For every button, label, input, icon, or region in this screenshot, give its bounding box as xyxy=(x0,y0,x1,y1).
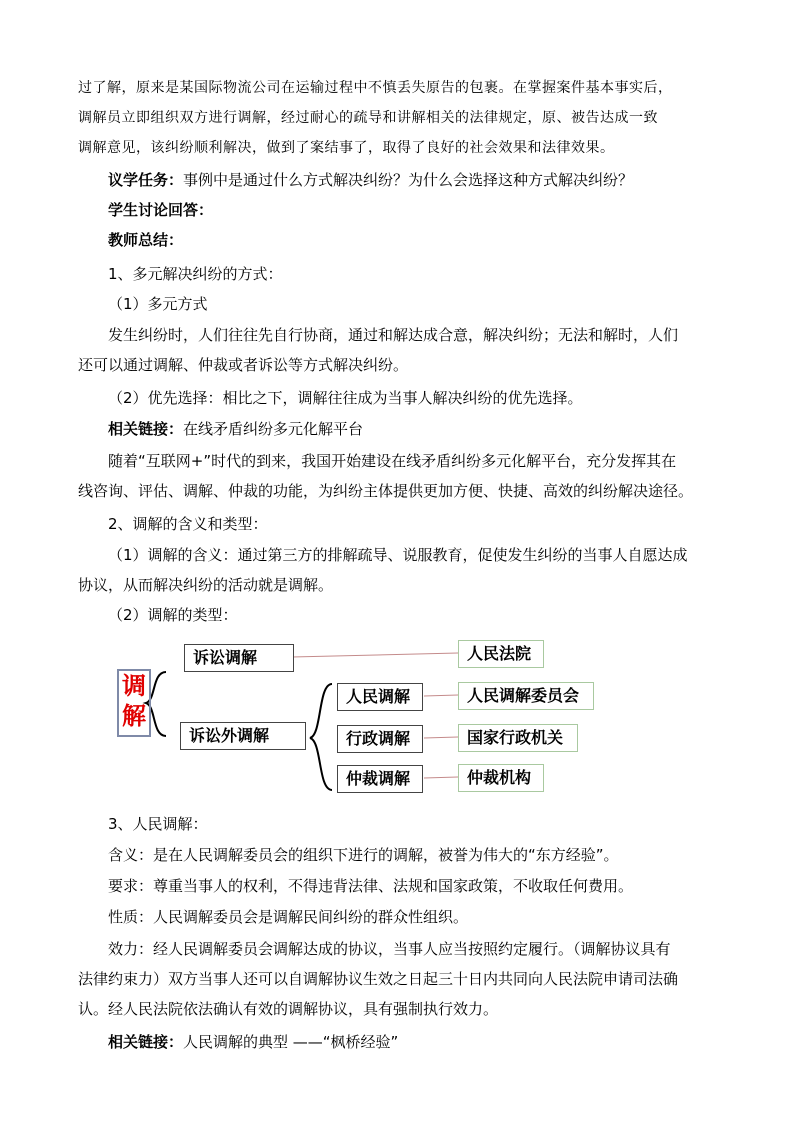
section-1-2-text: （2）优先选择：相比之下，调解往往成为当事人解决纠纷的优先选择。 xyxy=(108,389,583,407)
connector-state-admin xyxy=(424,737,458,738)
connector-arb-org xyxy=(424,777,458,778)
paragraph-1-line-2: 还可以通过调解、仲裁或者诉讼等方式解决纠纷。 xyxy=(78,356,409,374)
section-1-heading: 1、多元解决纠纷的方式： xyxy=(108,265,283,283)
box-mediation-committee: 人民调解委员会 xyxy=(458,682,594,710)
box-arbitration-mediation: 仲裁调解 xyxy=(337,765,423,793)
nature-text: 性质：人民调解委员会是调解民间纠纷的群众性组织。 xyxy=(108,908,469,926)
related-link-1 xyxy=(108,419,718,439)
paragraph-2-line-1: 随着“互联网+”时代的到来，我国开始建设在线矛盾纠纷多元化解平台，充分发挥其在 xyxy=(108,452,677,470)
section-2-2-heading: （2）调解的类型： xyxy=(108,606,238,624)
box-people-mediation: 人民调解 xyxy=(337,683,423,711)
meaning-text: 含义：是在人民调解委员会的组织下进行的调解，被誉为伟大的“东方经验”。 xyxy=(108,846,619,864)
effect-line-1: 效力：经人民调解委员会调解达成的协议，当事人应当按照约定履行。（调解协议具有 xyxy=(108,940,671,958)
box-admin-mediation: 行政调解 xyxy=(337,725,423,753)
case-text-line-3: 调解意见，该纠纷顺利解决，做到了案结事了，取得了良好的社会效果和法律效果。 xyxy=(78,140,615,156)
related-link-2 xyxy=(108,1032,718,1052)
related-link-2-title: 人民调解的典型 ——“枫桥经验” xyxy=(183,1033,399,1051)
section-1-1-heading: （1）多元方式 xyxy=(108,295,208,313)
brace-right xyxy=(310,684,332,790)
box-peoples-court: 人民法院 xyxy=(458,640,544,668)
section-2-1-line-1: （1）调解的含义：通过第三方的排解疏导、说服教育，促使发生纠纷的当事人自愿达成 xyxy=(108,546,688,564)
diagram-root-mediation: 调解 xyxy=(117,669,151,737)
connector-committee xyxy=(424,695,458,696)
connector-court xyxy=(292,653,458,657)
case-text-line-2: 调解员立即组织双方进行调解，经过耐心的疏导和讲解相关的法律规定，原、被告达成一致 xyxy=(78,110,658,126)
effect-line-3: 认。经人民法院依法确认有效的调解协议，具有强制执行效力。 xyxy=(78,1000,499,1018)
related-link-2-label: 相关链接： xyxy=(108,1033,184,1051)
requirement-text: 要求：尊重当事人的权利，不得违背法律、法规和国家政策，不收取任何费用。 xyxy=(108,877,634,895)
box-non-litigation-mediation: 诉讼外调解 xyxy=(180,722,306,750)
teacher-summary-heading: 教师总结： xyxy=(108,231,184,249)
box-arbitration-org: 仲裁机构 xyxy=(458,764,544,792)
case-text-line-1: 过了解，原来是某国际物流公司在运输过程中不慎丢失原告的包裹。在掌握案件基本事实后， xyxy=(78,80,673,96)
related-link-1-title: 在线矛盾纠纷多元化解平台 xyxy=(183,420,364,438)
paragraph-2-line-2: 线咨询、评估、调解、仲裁的功能，为纠纷主体提供更加方便、快捷、高效的纠纷解决途径。 xyxy=(78,482,694,500)
task-label: 议学任务： xyxy=(108,171,184,189)
section-2-heading: 2、调解的含义和类型： xyxy=(108,515,268,533)
effect-line-2: 法律约束力）双方当事人还可以自调解协议生效之日起三十日内共同向人民法院申请司法确 xyxy=(78,970,679,988)
task-line xyxy=(108,170,718,190)
related-link-1-label: 相关链接： xyxy=(108,420,184,438)
paragraph-1-line-1: 发生纠纷时，人们往往先自行协商，通过和解达成合意，解决纠纷；无法和解时，人们 xyxy=(108,326,679,344)
section-2-1-line-2: 协议，从而解决纠纷的活动就是调解。 xyxy=(78,576,334,594)
student-discussion-heading: 学生讨论回答： xyxy=(108,201,214,219)
section-3-heading: 3、人民调解： xyxy=(108,815,208,833)
task-text: 事例中是通过什么方式解决纠纷？为什么会选择这种方式解决纠纷？ xyxy=(183,171,634,189)
box-state-admin-organ: 国家行政机关 xyxy=(458,724,578,752)
box-litigation-mediation: 诉讼调解 xyxy=(184,644,294,672)
